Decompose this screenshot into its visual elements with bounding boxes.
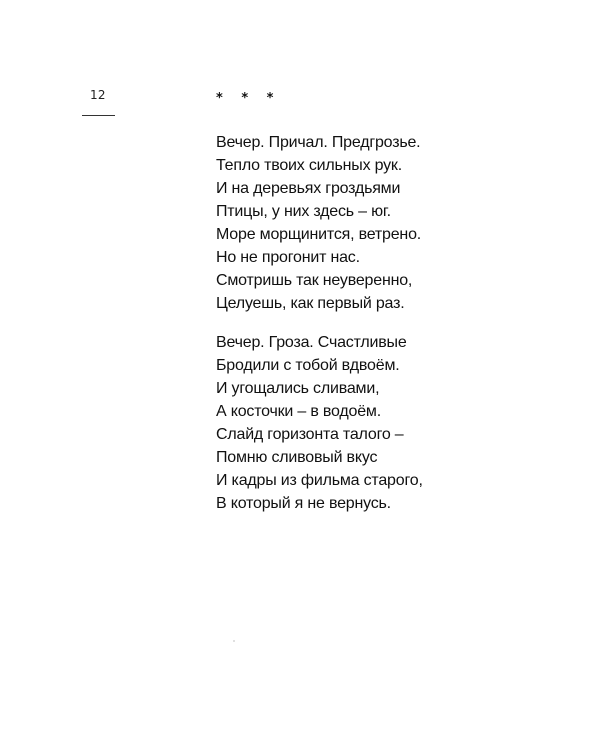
paper-speck: [233, 640, 235, 642]
poem-line: Тепло твоих сильных рук.: [216, 157, 402, 174]
poem-line: Целуешь, как первый раз.: [216, 295, 405, 312]
poem-line: Вечер. Гроза. Счастливые: [216, 334, 407, 351]
poem-line: В который я не вернусь.: [216, 495, 391, 512]
page-number: 12: [90, 88, 106, 102]
poem-line: И на деревьях гроздьями: [216, 180, 401, 197]
poem-line: А косточки – в водоём.: [216, 403, 381, 420]
poem-line: И кадры из фильма старого,: [216, 472, 423, 489]
poem-stanza-2: [216, 331, 556, 515]
poem-line: Слайд горизонта талого –: [216, 426, 404, 443]
poem-line: Птицы, у них здесь – юг.: [216, 203, 391, 220]
poem-line: Вечер. Причал. Предгрозье.: [216, 134, 421, 151]
poem: [216, 131, 556, 531]
poem-line: Помню сливовый вкус: [216, 449, 378, 466]
poem-line: Море морщинится, ветрено.: [216, 226, 422, 243]
poem-line: Смотришь так неуверенно,: [216, 272, 413, 289]
poem-stanza-1: [216, 131, 556, 315]
page-number-rule: [82, 115, 115, 116]
poem-line: И угощались сливами,: [216, 380, 380, 397]
section-ornament: * * *: [216, 91, 281, 106]
poem-line: Но не прогонит нас.: [216, 249, 360, 266]
poem-line: Бродили с тобой вдвоём.: [216, 357, 400, 374]
